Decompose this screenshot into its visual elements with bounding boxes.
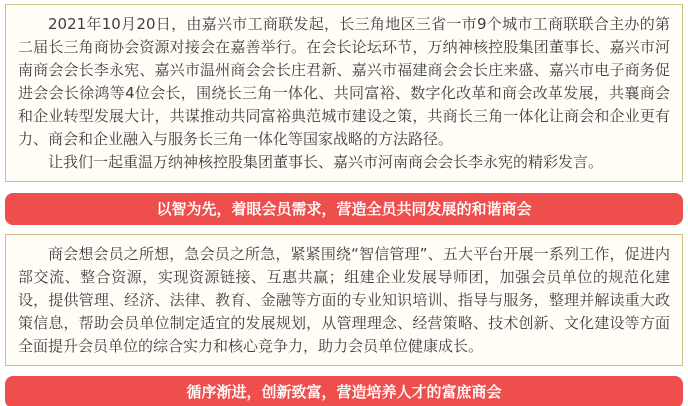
body-paragraph-1: 商会想会员之所想，急会员之所急，紧紧围绕“智信管理”、五大平台开展一系列工作，促进内部交流、整合资源，实现资源链接、互惠共赢；组建企业发展导师团，加强会员单位的规范化建设，提供管理、经济、法律、教育、金融等方面的专业知识培训、指导与服务，整理并解读重大政策信息，帮助会员单位制定适宜的发展规划，从管理理念、经营策略、技术创新、文化建设等方面全面提升会员单位的综合实力和核心竞争力，助力会员单位健康成长。 bbox=[18, 245, 670, 355]
section-banner-prosperous-chamber: 循序渐进，创新致富，营造培养人才的富庶商会 bbox=[5, 376, 683, 406]
intro-paragraph-1: 2021年10月20日，由嘉兴市工商联发起，长三角地区三省一市9个城市工商联联合主办的第二届长三角商协会资源对接会在嘉善举行。在会长论坛环节，万纳神核控股集团董事长、嘉兴市河南商会会长李永宪、嘉兴市温州商会会长庄君新、嘉兴市福建商会会长庄来盛、嘉兴市电子商务促进会会长徐鸿等4位会长，围绕长三角一体化、共同富裕、数字化改革和商会改革发展，共襄商会和企业转型发展大计，共谋推动共同富裕典范城市建设之策，共商长三角一体化让商会和企业更有力、商会和企业融入与服务长三角一体化等国家战略的方法路径。 bbox=[18, 15, 670, 148]
intro-paragraph-2: 让我们一起重温万纳神核控股集团董事长、嘉兴市河南商会会长李永宪的精彩发言。 bbox=[48, 153, 604, 171]
body-text-box bbox=[5, 234, 683, 366]
intro-text-box bbox=[5, 4, 683, 182]
section-banner-harmonious-chamber: 以智为先，着眼会员需求，营造全员共同发展的和谐商会 bbox=[5, 193, 683, 225]
